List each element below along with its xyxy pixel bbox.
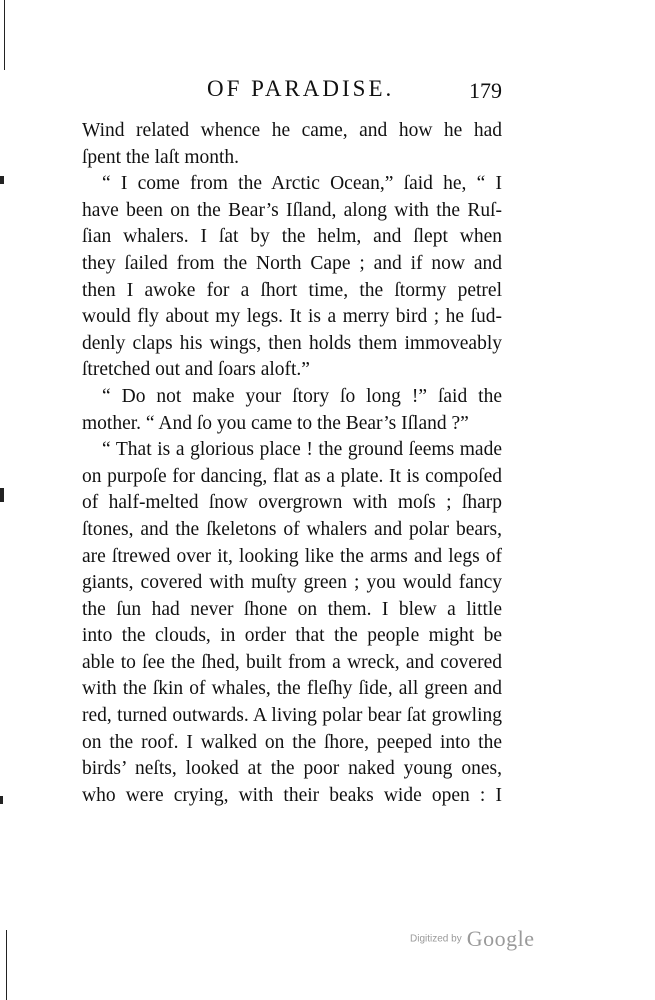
page-number: 179	[469, 78, 502, 103]
text-line: ſtones, and the ſkeletons of whalers and polar bears,	[82, 518, 502, 540]
text-line: the ſun had never ſhone on them. I blew a little	[82, 598, 502, 620]
text-line: with the ſkin of whales, the fleſhy ſide, all green and	[82, 678, 502, 700]
left-margin-mark	[0, 176, 4, 184]
text-line: ſian whalers. I ſat by the helm, and ſlept when	[82, 226, 502, 248]
running-title: OF PARADISE.	[207, 76, 395, 101]
digitization-watermark	[410, 926, 535, 956]
text-line: into the clouds, in order that the people might be	[82, 625, 502, 647]
text-line: “ That is a glorious place ! the ground ſeems made	[102, 439, 502, 461]
text-line: they ſailed from the North Cape ; and if now and	[82, 252, 502, 274]
left-margin-mark	[0, 796, 3, 804]
text-line: “ I come from the Arctic Ocean,” ſaid he, “ I	[102, 173, 502, 195]
text-line: mother. “ And ſo you came to the Bear’s Iſland ?”	[82, 412, 469, 434]
text-line: would fly about my legs. It is a merry bird ; he ſud-	[82, 306, 502, 328]
watermark-logo: Google	[466, 926, 535, 951]
watermark-prefix: Digitized by	[410, 933, 462, 945]
text-line: are ſtrewed over it, looking like the arms and legs of	[82, 545, 502, 567]
text-line: denly claps his wings, then holds them immoveably	[82, 332, 502, 354]
text-line: giants, covered with muſty green ; you would fancy	[82, 572, 502, 594]
text-line: red, turned outwards. A living polar bear ſat growling	[82, 705, 502, 727]
left-margin-mark	[0, 488, 4, 502]
text-line: then I awoke for a ſhort time, the ſtormy petrel	[82, 279, 502, 301]
left-margin-rule	[6, 930, 7, 1000]
text-line: on purpoſe for dancing, flat as a plate. It is compoſed	[82, 465, 502, 487]
text-line: have been on the Bear’s Iſland, along with the Ruſ-	[82, 199, 502, 221]
left-margin-rule	[4, 0, 5, 70]
running-head	[82, 76, 502, 106]
text-line: ſtretched out and ſoars aloft.”	[82, 359, 310, 381]
text-line: on the roof. I walked on the ſhore, peeped into the	[82, 731, 502, 753]
text-line: Wind related whence he came, and how he had	[82, 120, 502, 141]
text-line: able to ſee the ſhed, built from a wreck, and covered	[82, 651, 502, 673]
text-line: ſpent the laſt month.	[82, 146, 240, 168]
text-line: of half-melted ſnow overgrown with moſs ; ſharp	[82, 492, 502, 514]
text-line: who were crying, with their beaks wide open : I	[82, 784, 502, 806]
text-line: “ Do not make your ſtory ſo long !” ſaid the	[102, 385, 502, 407]
body-text	[82, 118, 502, 809]
text-line: birds’ neſts, looked at the poor naked young ones,	[82, 758, 502, 780]
